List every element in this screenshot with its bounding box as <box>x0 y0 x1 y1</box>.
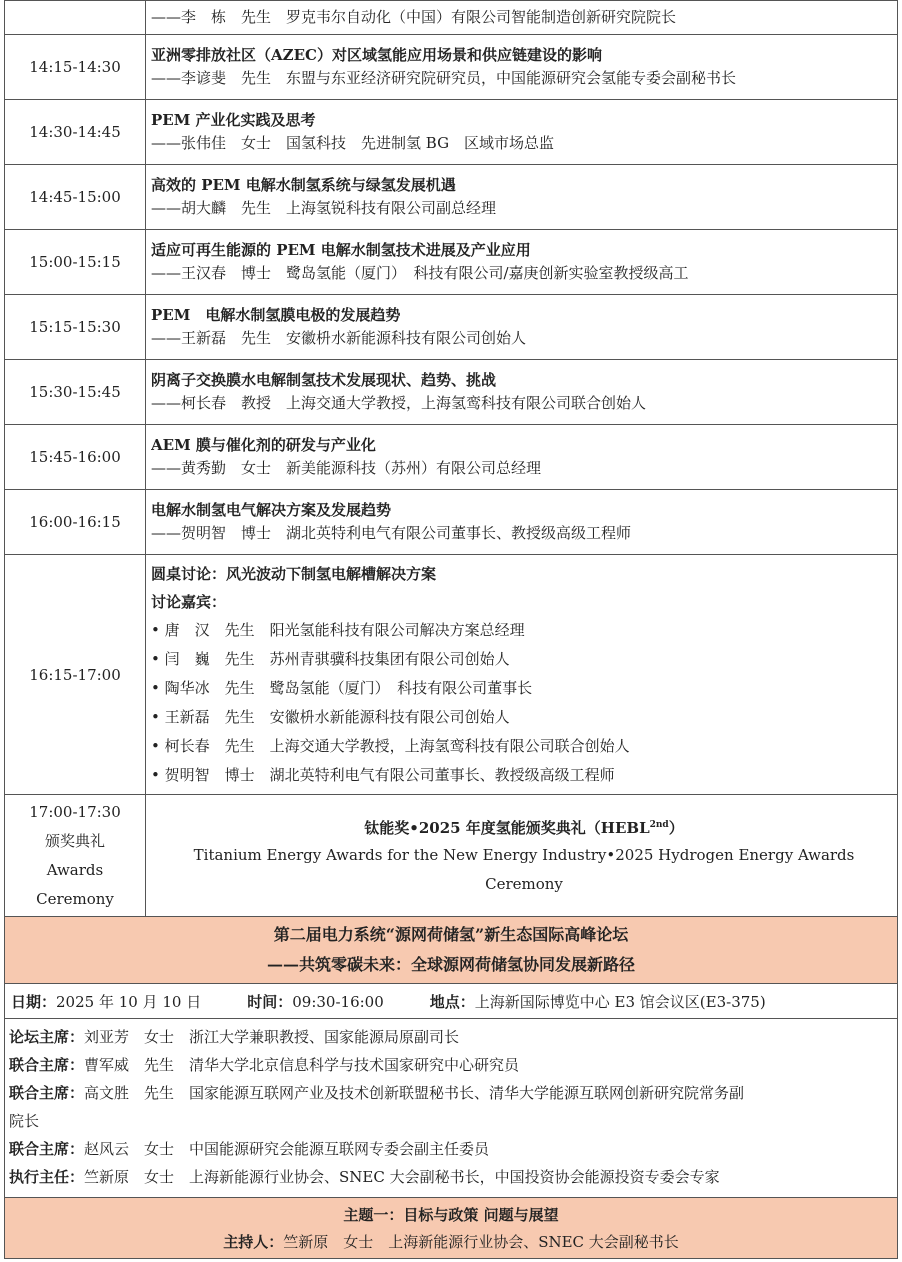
time-cell: 16:15-17:00 <box>5 555 146 795</box>
talk-title: 电解水制氢电气解决方案及发展趋势 <box>151 501 392 519</box>
speaker-line: ——柯长春 教授 上海交通大学教授，上海氢鸾科技有限公司联合创始人 <box>151 394 647 412</box>
date-info: 日期：2025 年 10 月 10 日 <box>11 992 202 1011</box>
agenda-sheet <box>4 0 898 1259</box>
talk-title: 适应可再生能源的 PEM 电解水制氢技术进展及产业应用 <box>151 241 531 259</box>
time-cell: 14:15-14:30 <box>5 35 146 100</box>
host-line: 论坛主席：刘亚芳 女士 浙江大学兼职教授、国家能源局原副司长 <box>9 1028 460 1046</box>
forum-header <box>4 917 898 984</box>
roundtable-title: 圆桌讨论：风光波动下制氢电解槽解决方案 <box>151 564 437 583</box>
forum-title: 第二届电力系统“源网荷储氢”新生态国际高峰论坛 <box>273 925 629 944</box>
time-cell: 16:00-16:15 <box>5 490 146 555</box>
guest-item: • 陶华冰 先生 鹭岛氢能（厦门） 科技有限公司董事长 <box>151 678 533 697</box>
roundtable-row <box>5 555 898 795</box>
awards-title: 钛能奖•2025 年度氢能颁奖典礼$(HEBL^{2nd})$ <box>364 819 684 837</box>
agenda-row <box>5 165 898 230</box>
time-cell: 15:45-16:00 <box>5 425 146 490</box>
time-cell <box>5 1 146 35</box>
time-cell: 14:45-15:00 <box>5 165 146 230</box>
talk-title: 阴离子交换膜水电解制氢技术发展现状、趋势、挑战 <box>151 371 497 389</box>
agenda-table <box>4 0 898 917</box>
host-line: 联合主席：赵风云 女士 中国能源研究会能源互联网专委会副主任委员 <box>9 1140 490 1158</box>
awards-en-line: Ceremony <box>485 875 563 893</box>
speaker-line: ——张伟佳 女士 国氢科技 先进制氢 BG 区域市场总监 <box>151 134 555 152</box>
talk-cell <box>146 100 898 165</box>
talk-cell <box>146 360 898 425</box>
speaker-line: ——黄秀勤 女士 新美能源科技（苏州）有限公司总经理 <box>151 459 542 477</box>
host-line: 联合主席：高文胜 先生 国家能源互联网产业及技术创新联盟秘书长、清华大学能源互联网创新研究院常务副 <box>9 1084 745 1102</box>
guest-item: • 贺明智 博士 湖北英特利电气有限公司董事长、教授级高级工程师 <box>151 765 615 784</box>
time-info: 时间：09:30-16:00 <box>247 992 384 1011</box>
guest-item: • 闫 巍 先生 苏州青骐骥科技集团有限公司创始人 <box>151 649 510 668</box>
time-cell: 15:15-15:30 <box>5 295 146 360</box>
guest-item: • 柯长春 先生 上海交通大学教授，上海氢鸾科技有限公司联合创始人 <box>151 736 630 755</box>
talk-cell <box>146 35 898 100</box>
talk-cell <box>146 490 898 555</box>
time-cell: 15:30-15:45 <box>5 360 146 425</box>
forum-info-row <box>4 984 898 1019</box>
forum-subtitle: ——共筑零碳未来：全球源网荷储氢协同发展新路径 <box>266 955 635 974</box>
agenda-row <box>5 100 898 165</box>
theme-header <box>4 1198 898 1259</box>
host-line: 执行主任：竺新原 女士 上海新能源行业协会、SNEC 大会副秘书长，中国投资协会能源投资专委会专家 <box>9 1168 720 1186</box>
speaker-line: ——李 栋 先生 罗克韦尔自动化（中国）有限公司智能制造创新研究院院长 <box>151 8 677 26</box>
talk-cell <box>146 230 898 295</box>
talk-cell <box>146 165 898 230</box>
talk-title: PEM 电解水制氢膜电极的发展趋势 <box>151 306 401 324</box>
agenda-row <box>5 230 898 295</box>
theme-title: 主题一：目标与政策 问题与展望 <box>343 1206 559 1224</box>
forum-hosts <box>4 1019 898 1198</box>
speaker-line: ——王新磊 先生 安徽枡水新能源科技有限公司创始人 <box>151 329 527 347</box>
speaker-line: ——贺明智 博士 湖北英特利电气有限公司董事长、教授级高级工程师 <box>151 524 632 542</box>
guests-label: 讨论嘉宾： <box>151 592 227 611</box>
agenda-row <box>5 1 898 35</box>
speaker-line: ——王汉春 博士 鹭岛氢能（厦门） 科技有限公司/嘉庚创新实验室教授级高工 <box>151 264 689 282</box>
guest-item: • 王新磊 先生 安徽枡水新能源科技有限公司创始人 <box>151 707 510 726</box>
agenda-row <box>5 360 898 425</box>
speaker-line: ——胡大麟 先生 上海氢锐科技有限公司副总经理 <box>151 199 497 217</box>
guest-item: • 唐 汉 先生 阳光氢能科技有限公司解决方案总经理 <box>151 620 525 639</box>
speaker-line: ——李谚斐 先生 东盟与东亚经济研究院研究员，中国能源研究会氢能专委会副秘书长 <box>151 69 737 87</box>
awards-cell <box>146 795 898 917</box>
host-line: 联合主席：曹军威 先生 清华大学北京信息科学与技术国家研究中心研究员 <box>9 1056 520 1074</box>
time-cell: 15:00-15:15 <box>5 230 146 295</box>
venue-info: 地点：上海新国际博览中心 E3 馆会议区(E3-375) <box>429 992 766 1011</box>
awards-row <box>5 795 898 917</box>
talk-title: 高效的 PEM 电解水制氢系统与绿氢发展机遇 <box>151 176 456 194</box>
time-cell: 14:30-14:45 <box>5 100 146 165</box>
theme-host: 主持人：竺新原 女士 上海新能源行业协会、SNEC 大会副秘书长 <box>223 1233 679 1251</box>
agenda-row <box>5 35 898 100</box>
host-line-continued: 院长 <box>9 1112 40 1130</box>
talk-title: 亚洲零排放社区（AZEC）对区域氢能应用场景和供应链建设的影响 <box>151 46 602 64</box>
agenda-row <box>5 490 898 555</box>
talk-cell <box>146 425 898 490</box>
roundtable-cell <box>146 555 898 795</box>
awards-time-en1: Awards <box>46 860 104 879</box>
talk-cell <box>146 295 898 360</box>
talk-title: AEM 膜与催化剂的研发与产业化 <box>151 436 376 454</box>
agenda-row <box>5 425 898 490</box>
talk-cell <box>146 1 898 35</box>
awards-time: 17:00-17:30 <box>29 802 121 821</box>
awards-time-cn: 颁奖典礼 <box>44 831 105 850</box>
awards-time-cell <box>5 795 146 917</box>
talk-title: PEM 产业化实践及思考 <box>151 111 316 129</box>
awards-en-line: Titanium Energy Awards for the New Energy Industry•2025 Hydrogen Energy Awards <box>193 846 855 864</box>
agenda-row <box>5 295 898 360</box>
awards-time-en2: Ceremony <box>36 889 114 908</box>
